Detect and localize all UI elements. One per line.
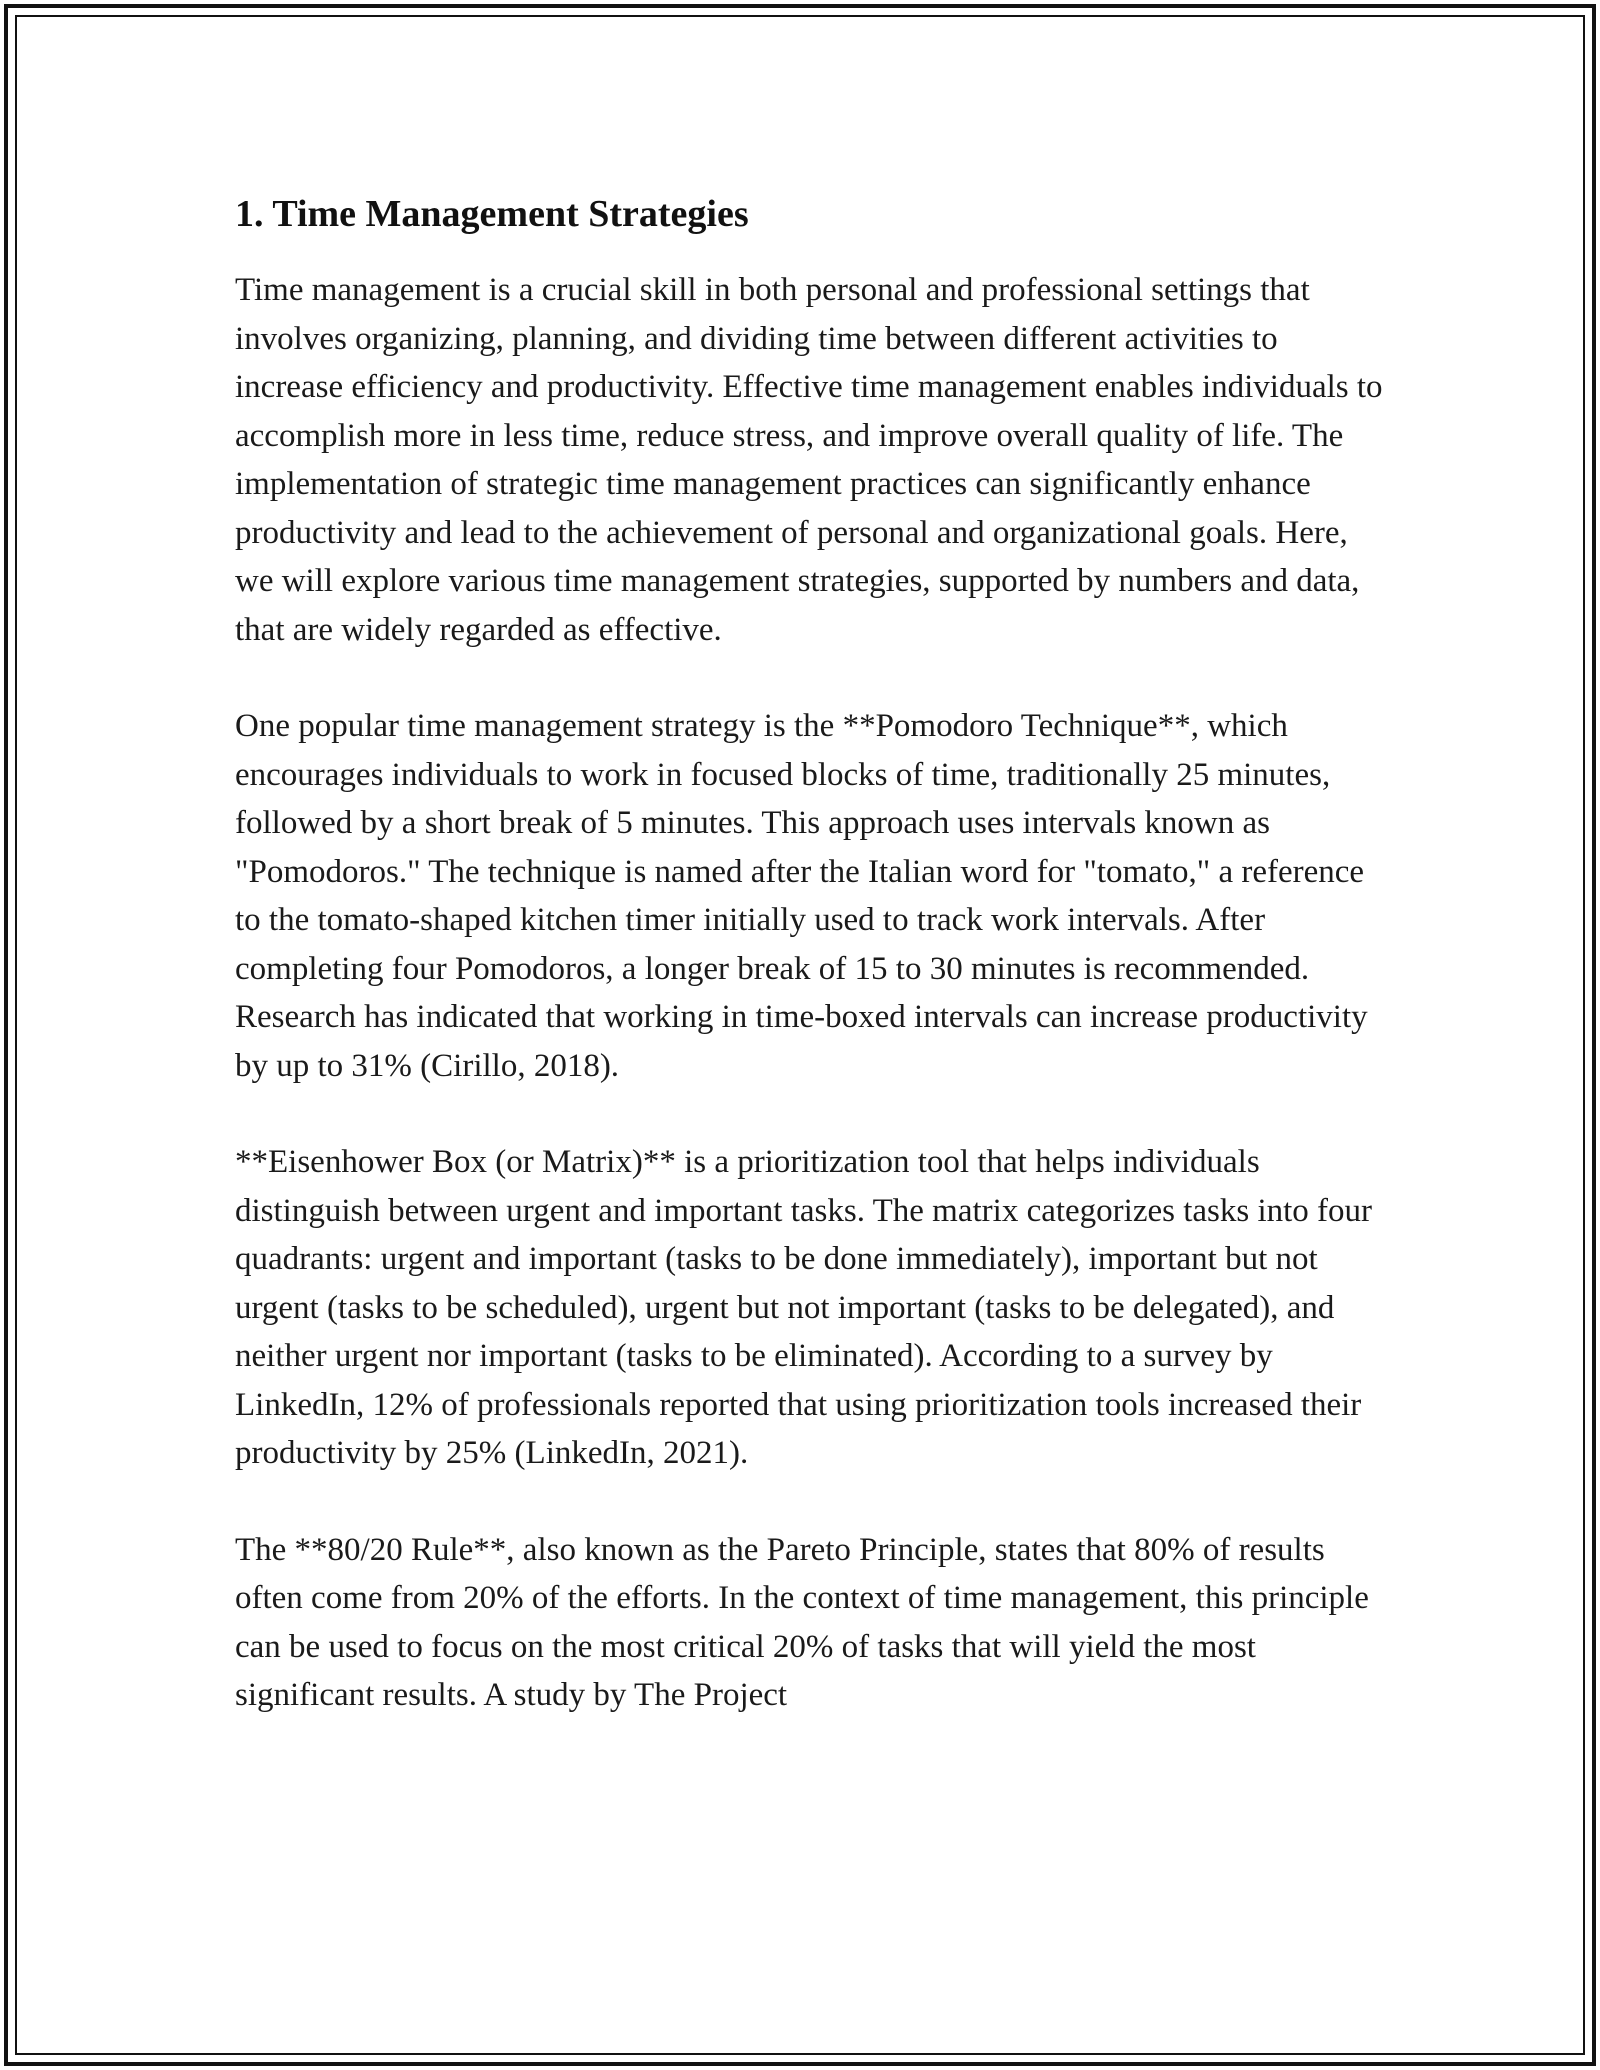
section-heading: 1. Time Management Strategies bbox=[235, 193, 749, 235]
paragraph-intro: Time management is a crucial skill in both personal and professional settings that involves organizing, planning, and dividing time between different activities to increase efficiency and productivity. Effective time management enables individuals to accomplish more in less time, reduce stress, and improve overall quality of life. The implementation of strategic time management practices can significantly enhance productivity and lead to the achievement of personal and organizational goals. Here, we will explore various time management strategies, supported by numbers and data, that are widely regarded as effective. bbox=[235, 272, 1383, 648]
paragraph-pareto: The **80/20 Rule**, also known as the Pareto Principle, states that 80% of results often come from 20% of the efforts. In the context of time management, this principle can be used to focus on the most critical 20% of tasks that will yield the most significant results. A study by The Project bbox=[235, 1531, 1369, 1713]
paragraph-eisenhower: **Eisenhower Box (or Matrix)** is a prioritization tool that helps individuals distinguish between urgent and important tasks. The matrix categorizes tasks into four quadrants: urgent and important (tasks to be done immediately), important but not urgent (tasks to be scheduled), urgent but not important (tasks to be delegated), and neither urgent nor important (tasks to be eliminated). According to a survey by LinkedIn, 12% of professionals reported that using prioritization tools increased their productivity by 25% (LinkedIn, 2021). bbox=[235, 1144, 1373, 1471]
document-body bbox=[235, 190, 1385, 1768]
paragraph-pomodoro: One popular time management strategy is the **Pomodoro Technique**, which encourages individuals to work in focused blocks of time, traditionally 25 minutes, followed by a short break of 5 minutes. This approach uses intervals known as "Pomodoros." The technique is named after the Italian word for "tomato," a reference to the tomato-shaped kitchen timer initially used to track work intervals. After completing four Pomodoros, a longer break of 15 to 30 minutes is recommended. Research has indicated that working in time-boxed intervals can increase productivity by up to 31% (Cirillo, 2018). bbox=[235, 708, 1368, 1084]
